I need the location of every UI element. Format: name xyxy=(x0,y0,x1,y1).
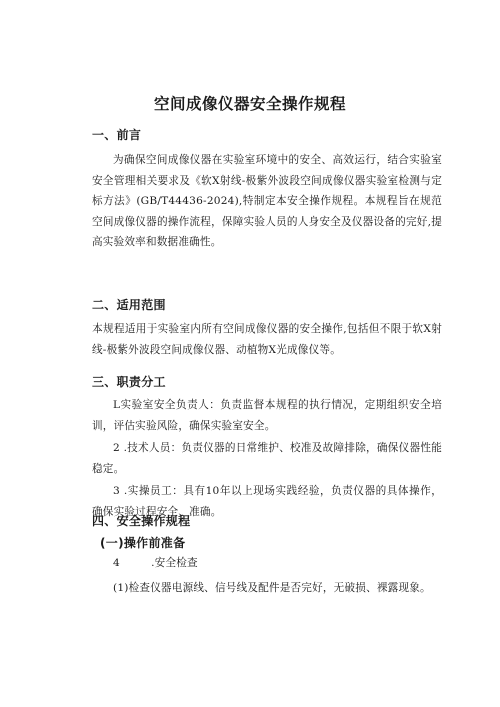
item-number: 4 xyxy=(113,557,120,569)
section-heading-preface: 一、前言 xyxy=(92,128,142,142)
check-item-1: (1)检查仪器电源线、信号线及配件是否完好，无破损、裸露现象。 xyxy=(113,582,431,594)
item-label: .安全检查 xyxy=(151,557,198,569)
duty-item-2: 2 .技术人员：负责仪器的日常维护、校准及故障排除，确保仪器性能稳定。 xyxy=(92,442,442,475)
page-title: 空间成像仪器安全操作规程 xyxy=(153,95,346,113)
section-heading-scope: 二、适用范围 xyxy=(92,298,166,312)
section-heading-safety: 四、安全操作规程 xyxy=(92,514,191,528)
scope-paragraph: 本规程适用于实验室内所有空间成像仪器的安全操作,包括但不限于软X射线-极紫外波段空间成像仪器、动植物X光成像仪等。 xyxy=(92,323,442,356)
duty-item-1: L实验室安全负责人：负责监督本规程的执行情况，定期组织安全培训，评估实验风险，确保实验室安全。 xyxy=(92,399,442,432)
duty-item-3: 3 .实操员工：具有10年以上现场实践经验，负责仪器的具体操作，确保实验过程安全、准确。 xyxy=(92,485,442,518)
preface-paragraph: 为确保空间成像仪器在实验室环境中的安全、高效运行，结合实验室安全管理相关要求及《软X射线-极紫外波段空间成像仪器实验室检测与定标方法》(GB/T44436-2024),特制定本安全操作规程。本规程旨在规范空间成像仪器的操作流程，保障实验人员的人身安全及仪器设备的完好,提高实验效率和数据准确性。 xyxy=(92,154,442,248)
section-heading-duties: 三、职责分工 xyxy=(92,375,166,389)
item-safety-check xyxy=(113,553,313,574)
subsection-heading-preparation: (一)操作前准备 xyxy=(100,536,186,550)
